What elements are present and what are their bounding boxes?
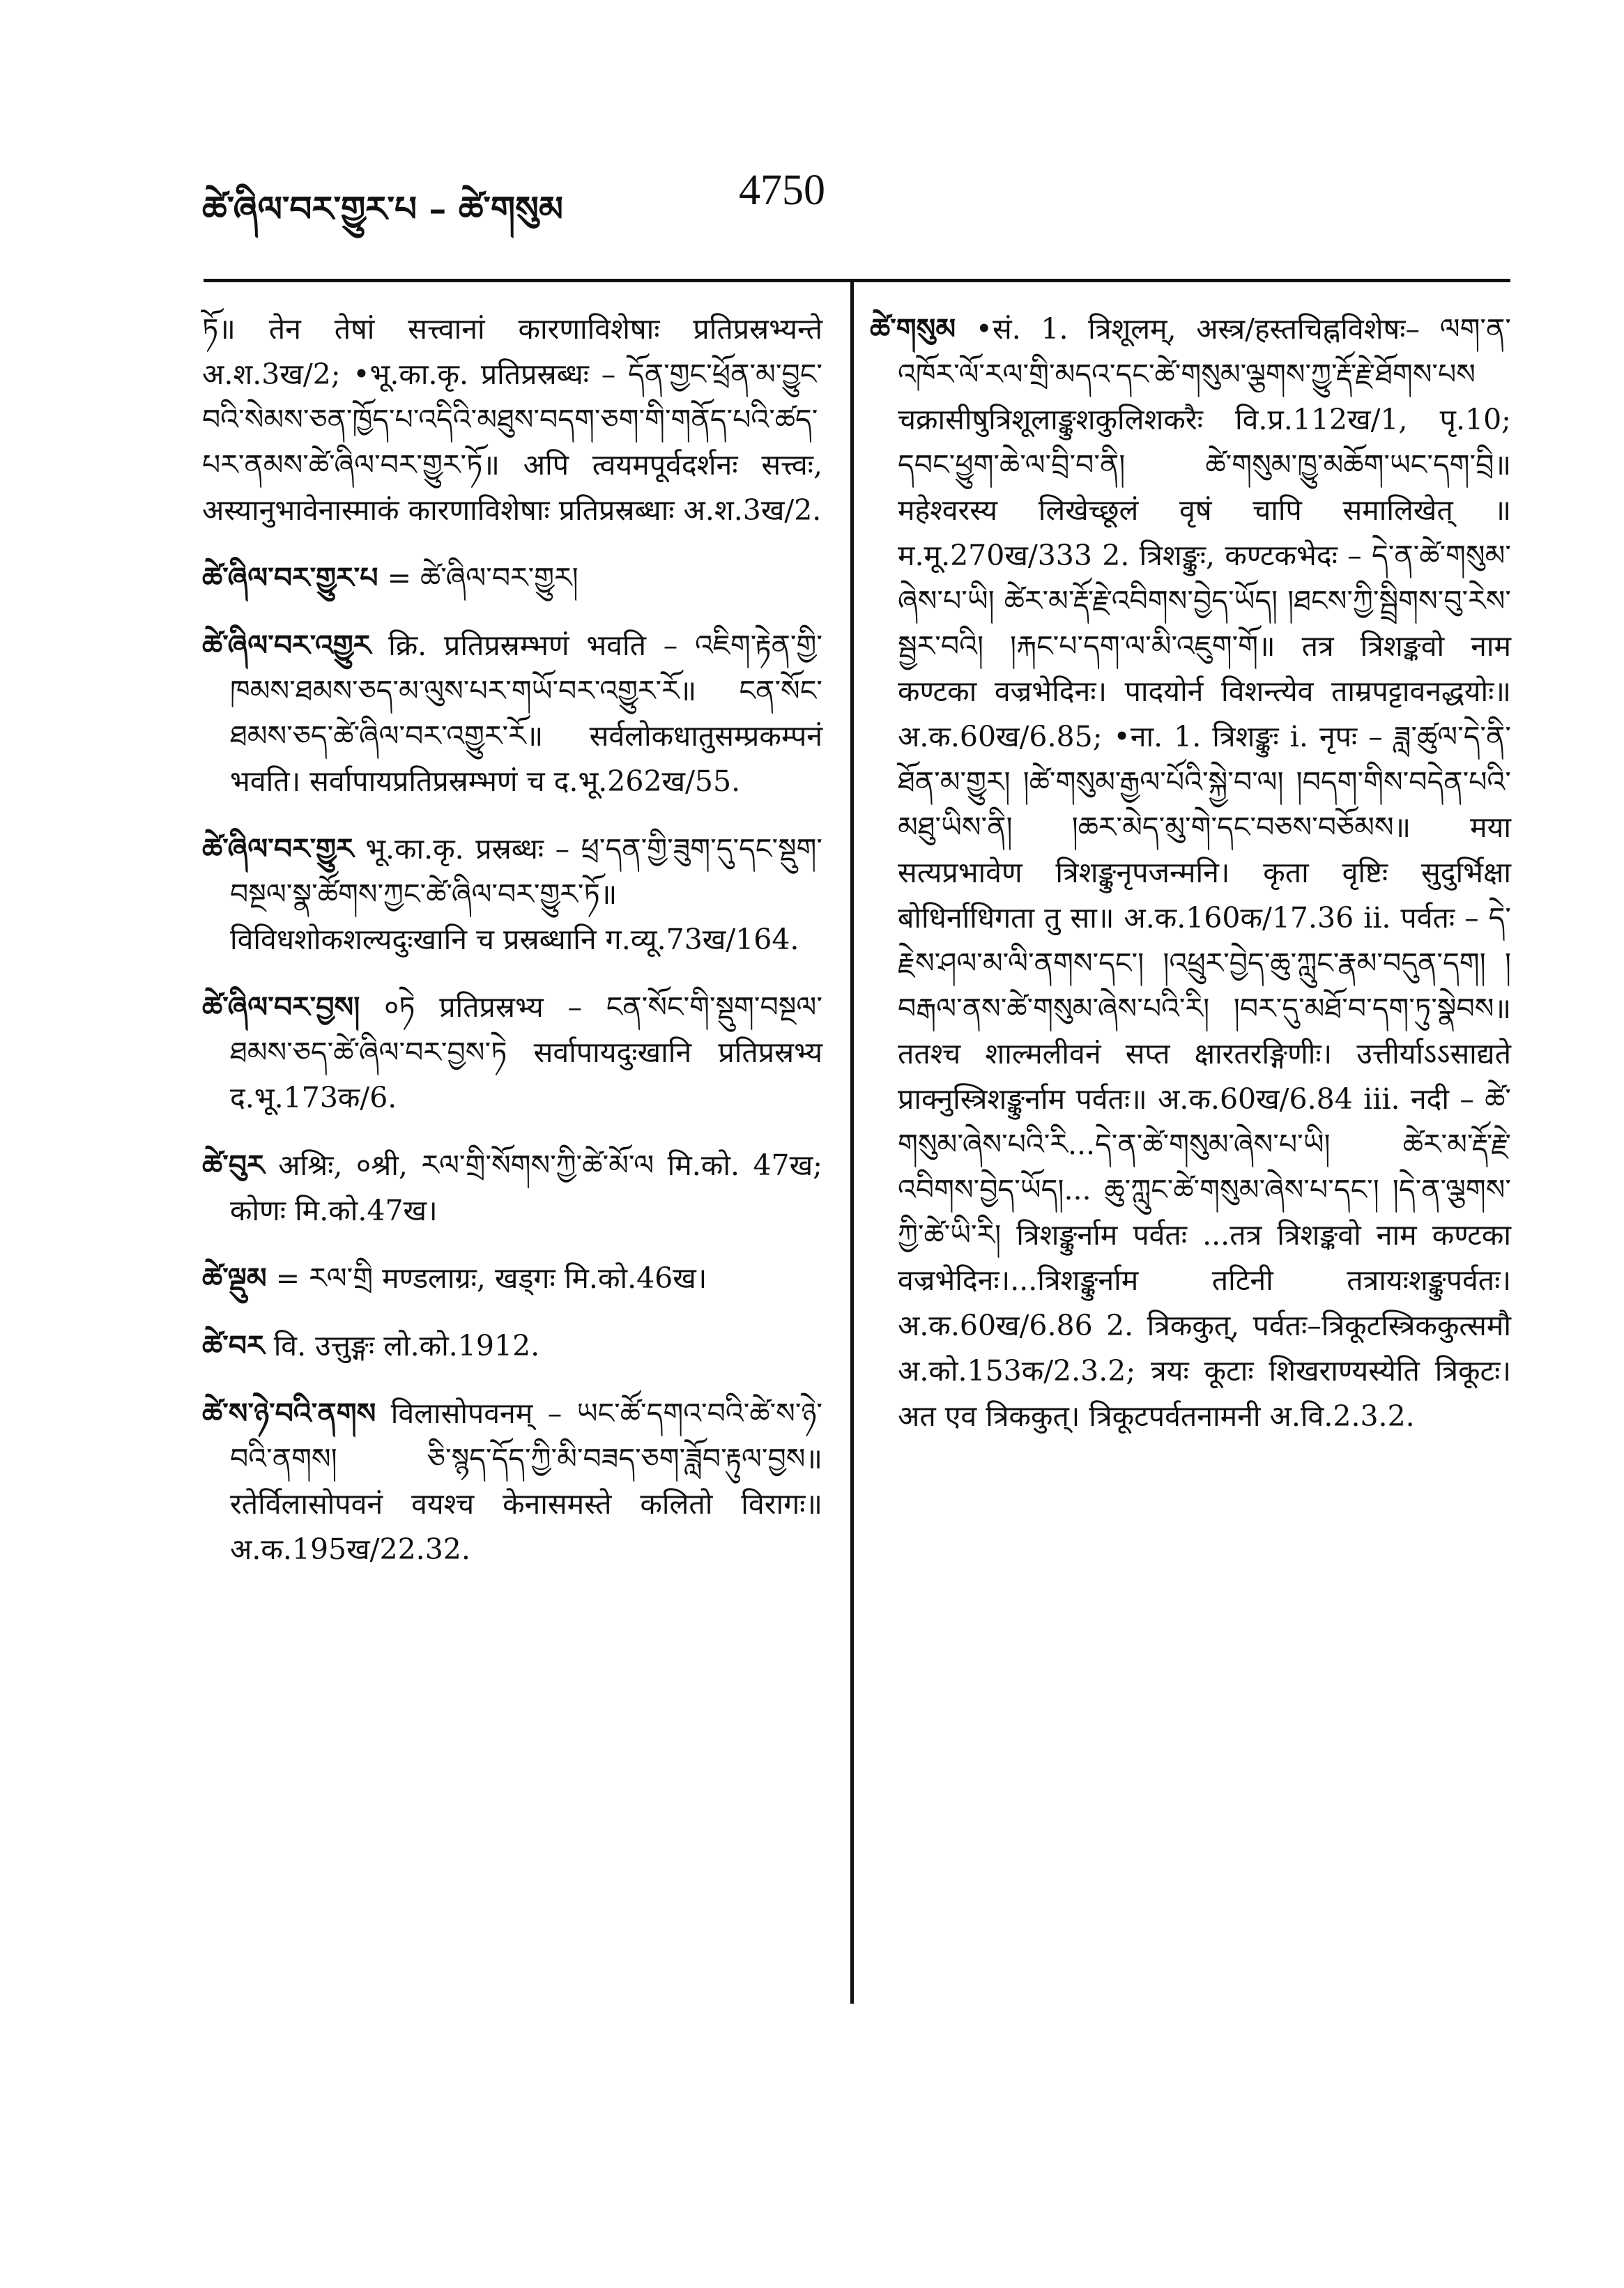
entry-body: = ཚེ་ཞིལ་བར་གྱུར། bbox=[387, 561, 579, 594]
entry-body: विलासोपवनम् – ཡང་ཚོ་དགའ་བའི་ཚེ་ས་ཉེ་བའི་ནགས། ཅི་སྙད་དོད་ཀྱི་མི་བཟད་ཅག་ཟློབ་རྟུལ་བྱས॥ रतेर्विलासोपवनं वयश्च केनासमस्ते कलितो विरागः॥ अ.क.195ख/22.32. bbox=[230, 1397, 822, 1566]
left-column bbox=[202, 307, 822, 1595]
column-divider bbox=[850, 282, 854, 2004]
dictionary-entry bbox=[202, 1143, 822, 1234]
dictionary-entry bbox=[202, 1323, 822, 1369]
entry-lemma: ཚེ་ལྡུམ bbox=[202, 1261, 267, 1295]
entry-body: भू.का.कृ. प्रस्रब्धः – ཕྲ་དན་གྱི་ཟུག་དུ་དང་སྡུག་བསྔལ་སྣ་ཚོགས་ཀྱང་ཚེ་ཞིལ་བར་གྱུར་ཏོ॥ विविधशोकशल्यदुःखानि च प्रस्रब्धानि ग.व्यू.73ख/164. bbox=[230, 832, 822, 956]
dictionary-entry bbox=[202, 623, 822, 804]
dictionary-entry bbox=[202, 307, 822, 533]
dictionary-entry bbox=[202, 1256, 822, 1301]
entry-body: क्रि. प्रतिप्रस्रम्भणं भवति – འཇིག་རྟེན་གྱི་ཁམས་ཐམས་ཅད་མ་ལུས་པར་གཡོ་བར་འགྱུར་རོ॥ ངན་སོང་ཐམས་ཅད་ཚེ་ཞིལ་བར་འགྱུར་རོ॥ सर्वलोकधातुसम्प्रकम्पनं भवति। सर्वापायप्रतिप्रस्रम्भणं च द.भू.262ख/55. bbox=[230, 629, 822, 798]
entry-body: ०ཏེ प्रतिप्रस्रभ्य – ངན་སོང་གི་སྡུག་བསྔལ་ཐམས་ཅད་ཚེ་ཞིལ་བར་བྱས་ཏེ सर्वापायदुःखानि प्रतिप्रस्रभ्य द.भू.173क/6. bbox=[230, 990, 822, 1114]
entry-body: अश्रिः, ०श्री, རལ་གྲི་སོགས་ཀྱི་ཚེ་མོ་ལ मि.को. 47ख; कोणः मि.को.47ख। bbox=[230, 1149, 822, 1227]
page-header bbox=[0, 0, 1624, 265]
entry-lemma: ཚེ་བུར bbox=[202, 1149, 265, 1182]
right-column bbox=[870, 307, 1511, 1439]
entry-lemma: ཚེ་ཞིལ་བར་བྱས། bbox=[202, 990, 360, 1024]
dictionary-entry bbox=[870, 307, 1511, 1439]
entry-body: वि. उत्तुङ्गः लो.को.1912. bbox=[273, 1329, 540, 1362]
dictionary-entry bbox=[202, 1391, 822, 1572]
entry-body: = རལ་གྲི मण्डलाग्रः, खड्गः मि.को.46ख। bbox=[275, 1261, 707, 1295]
entry-lemma: ཚེ་ས་ཉེ་བའི་ནགས bbox=[202, 1397, 376, 1430]
header-rule bbox=[204, 279, 1510, 282]
dictionary-entry bbox=[202, 985, 822, 1121]
entry-lemma: ཚེ་ཞིལ་བར་གྱུར bbox=[202, 832, 354, 866]
dictionary-entry bbox=[202, 827, 822, 962]
entry-body: •सं. 1. त्रिशूलम्, अस्त्र/हस्तचिह्नविशेषः– ལག་ན་འཁོར་ལོ་རལ་གྲི་མདའ་དང་ཚེ་གསུམ་ལྕགས་ཀྱུ་རྡོ་རྗེ་ཐོགས་པས चक्रासीषुत्रिशूलाङ्कुशकुलिशकरैः वि.प्र.112ख/1, पृ.10; དབང་ཕྱུག་ཆེ་ལ་བྲི་བ་ནི། ཚེ་གསུམ་ཁྱུ་མཆོག་ཡང་དག་བྲི॥ महेश्वरस्य लिखेच्छूलं वृषं चापि समालिखेत् ॥ म.मू.270ख/333 2. त्रिशङ्कुः, कण्टकभेदः – དེ་ན་ཚེ་གསུམ་ཞེས་པ་ཡི། ཚེར་མ་རྡོ་རྗེ་འབིགས་བྱེད་ཡོད། །ཐངས་ཀྱི་སྦྲིགས་བུ་རེས་སྦྱར་བའི། །རྐང་པ་དག་ལ་མི་འཇུག་གོ॥ तत्र त्रिशङ्कवो नाम कण्टका वज्रभेदिनः। पादयोर्न विशन्त्येव ताम्रपट्टावनद्धयोः॥ अ.क.60ख/6.85; •ना. 1. त्रिशङ्कुः i. नृपः – ཟླ་ཚུལ་དེ་ནི་ཐོན་མ་གྱུར། །ཚེ་གསུམ་རྒྱལ་པོའི་སྐྱེ་བ་ལ། །བདག་གིས་བདེན་པའི་མཐུ་ཡིས་ནི། །ཆར་མེད་མུ་གེ་དང་བཅས་བཅོམས॥ मया सत्यप्रभावेण त्रिशङ्कुनृपजन्मनि। कृता वृष्टिः सुदुर्भिक्षा बोधिर्नाधिगता तु सा॥ अ.क.160क/17.36 ii. पर्वतः – དེ་རྗེས་ཤལ་མ་ལི་ནགས་དང་། །འཕྲུར་བྱེད་ཆུ་ཀླུང་རྣམ་བདུན་དག། །བརྒལ་ནས་ཚེ་གསུམ་ཞེས་པའི་རི། །བར་དུ་མཐོ་བ་དག་ཏུ་སྣེབས॥ ततश्च शाल्मलीवनं सप्त क्षारतरङ्गिणीः। उत्तीर्याऽऽसाद्यते प्राक्नुस्त्रिशङ्कुर्नाम पर्वतः॥ अ.क.60ख/6.84 iii. नदी – ཚེ་གསུམ་ཞེས་པའི་རི...དེ་ན་ཚེ་གསུམ་ཞེས་པ་ཡི། ཚེར་མ་རྡོ་རྗེ་འབིགས་བྱེད་ཡོད།... ཆུ་ཀླུང་ཚེ་གསུམ་ཞེས་པ་དང་། །དེ་ན་ལྕགས་ཀྱི་ཚེ་ཡི་རི། त्रिशङ्कुर्नाम पर्वतः ...तत्र त्रिशङ्कवो नाम कण्टका वज्रभेदिनः।...त्रिशङ्कुर्नाम तटिनी तत्रायःशङ्कुपर्वतः। अ.क.60ख/6.86 2. त्रिककुत्, पर्वतः–त्रिकूटस्त्रिककुत्समौ अ.को.153क/2.3.2; त्रयः कूटाः शिखराण्यस्येति त्रिकूटः। अत एव त्रिककुत्। त्रिकूटपर्वतनामनी अ.वि.2.3.2. bbox=[898, 312, 1511, 1433]
page-number: 4750 bbox=[739, 167, 825, 214]
running-head: ཚེ་ཞིལ་བར་གྱུར་པ – ཚེ་གསུམ bbox=[202, 188, 563, 229]
entry-lemma: ཚེ་བར bbox=[202, 1329, 265, 1362]
dictionary-entry bbox=[202, 555, 822, 601]
entry-lemma: ཚེ་ཞིལ་བར་འགྱུར bbox=[202, 629, 371, 662]
entry-body: ཏོ॥ तेन तेषां सत्त्वानां कारणाविशेषाः प्रतिप्रस्रभ्यन्ते अ.श.3ख/2; •भू.का.कृ. प्रतिप्रस्रब्धः – དོན་གྱང་ཕྲོན་མ་བྱུང་བའི་སེམས་ཅན་ཁྱོད་པ་འདིའི་མཐུས་བདག་ཅག་གི་གནོད་པའི་ཚད་པར་ནམས་ཚེ་ཞིལ་བར་གྱུར་ཏོ॥ अपि त्वयमपूर्वदर्शनः सत्त्वः, अस्यानुभावेनास्माकं कारणाविशेषाः प्रतिप्रस्रब्धाः अ.श.3ख/2. bbox=[202, 312, 822, 527]
entry-lemma: ཚེ་ཞིལ་བར་གྱུར་པ bbox=[202, 561, 378, 594]
entry-lemma: ཚེ་གསུམ bbox=[870, 312, 956, 346]
